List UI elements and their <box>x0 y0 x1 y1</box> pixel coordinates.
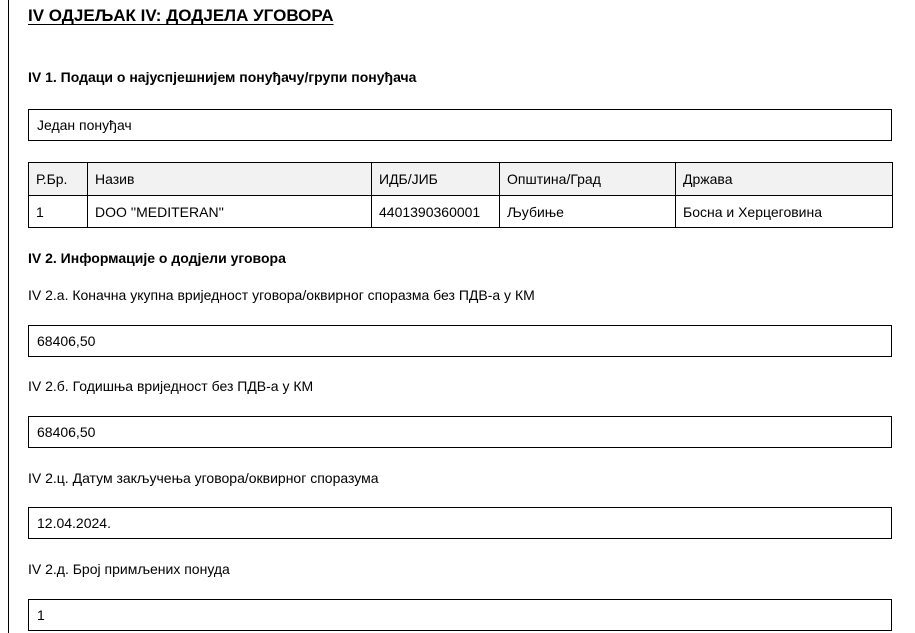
final-value-field: 68406,50 <box>28 325 892 357</box>
bidder-type-field: Један понуђач <box>28 109 892 141</box>
iv1-heading: IV 1. Подаци о најуспјешнијем понуђачу/групи понуђача <box>28 69 417 85</box>
cell-number: 1 <box>29 196 88 228</box>
page-left-border <box>8 0 9 633</box>
col-header-country: Држава <box>676 163 893 196</box>
offers-received-label: IV 2.д. Број примљених понуда <box>28 561 230 577</box>
final-value-label: IV 2.а. Коначна укупна вриједност уговора/оквирног споразма без ПДВ-а у КМ <box>28 287 535 303</box>
col-header-id: ИДБ/ЈИБ <box>372 163 500 196</box>
iv2-heading: IV 2. Информације о додјели уговора <box>28 250 286 266</box>
section-title: IV ОДЈЕЉАК IV: ДОДЈЕЛА УГОВОРА <box>28 6 334 25</box>
offers-received-field: 1 <box>28 599 892 631</box>
col-header-municipality: Општина/Град <box>500 163 676 196</box>
cell-country: Босна и Херцеговина <box>676 196 893 228</box>
annual-value-label: IV 2.б. Годишња вриједност без ПДВ-а у КМ <box>28 378 314 394</box>
table-row <box>29 196 893 228</box>
contract-date-field: 12.04.2024. <box>28 507 892 539</box>
bidder-table <box>28 162 893 228</box>
cell-municipality: Љубиње <box>500 196 676 228</box>
contract-date-label: IV 2.ц. Датум закључења уговора/оквирног споразума <box>28 470 379 486</box>
cell-id: 4401390360001 <box>372 196 500 228</box>
col-header-number: Р.Бр. <box>29 163 88 196</box>
cell-name: DOO ''MEDITERAN'' <box>88 196 372 228</box>
table-header-row <box>29 163 893 196</box>
annual-value-field: 68406,50 <box>28 416 892 448</box>
col-header-name: Назив <box>88 163 372 196</box>
